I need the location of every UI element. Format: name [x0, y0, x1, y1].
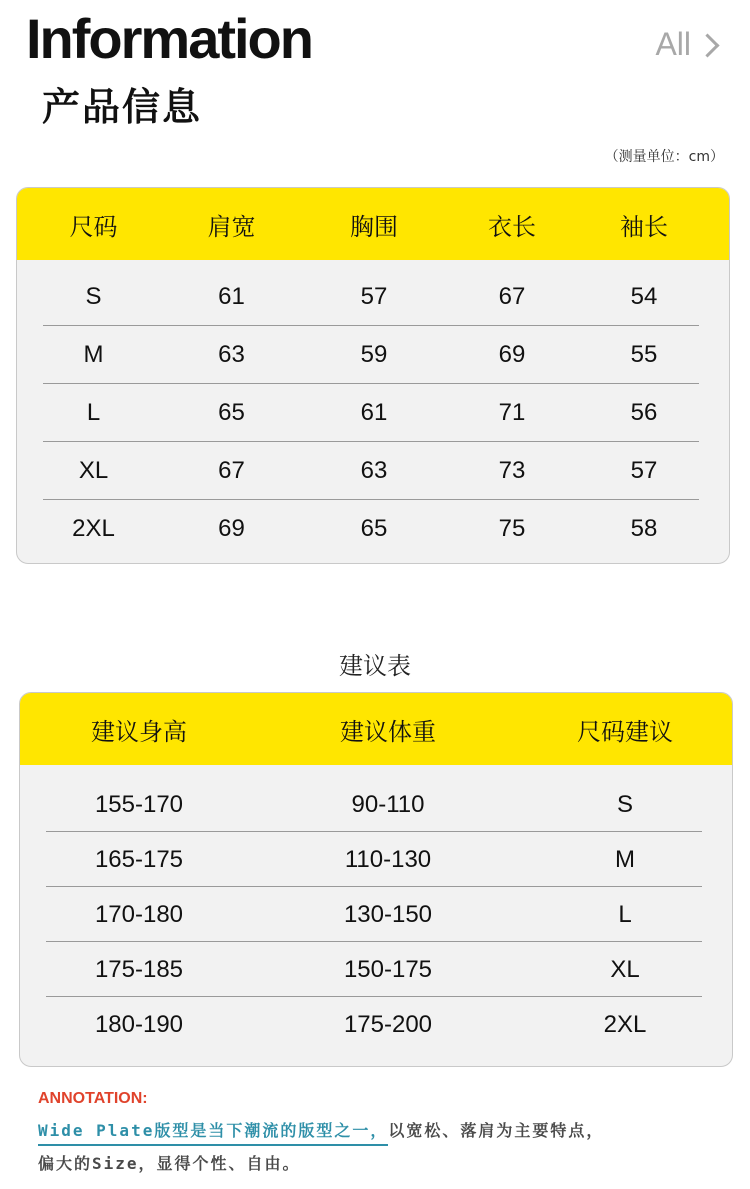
table-cell: 165-175	[94, 845, 184, 873]
table-row	[17, 268, 729, 326]
table-row	[17, 500, 729, 558]
table-cell: 57	[360, 283, 388, 310]
table-cell: 2XL	[603, 1010, 647, 1038]
size-table-header	[17, 188, 729, 260]
table-row	[20, 887, 732, 942]
recommend-title: 建议表	[339, 652, 411, 680]
table-cell: 155-170	[94, 790, 184, 818]
table-cell: 63	[360, 457, 388, 484]
table-row	[20, 997, 732, 1052]
table-row	[17, 384, 729, 442]
recommend-table	[19, 692, 733, 1067]
table-row	[17, 442, 729, 500]
table-row	[17, 326, 729, 384]
table-row	[20, 832, 732, 887]
table-cell: 110-130	[344, 845, 432, 873]
annotation-highlight: Wide Plate版型是当下潮流的版型之一，	[38, 1121, 388, 1146]
table-cell: 54	[630, 283, 658, 310]
table-row	[20, 777, 732, 832]
chevron-right-icon	[695, 33, 719, 57]
annotation-line-1	[38, 1118, 604, 1141]
column-header: 建议体重	[340, 717, 436, 746]
column-header: 肩宽	[207, 212, 256, 241]
table-cell: 175-200	[343, 1010, 433, 1038]
table-cell: 61	[360, 399, 388, 426]
table-cell: 90-110	[351, 790, 425, 818]
annotation-text: 以宽松、落肩为主要特点，	[388, 1121, 605, 1140]
view-all-label: All	[655, 26, 691, 62]
table-cell: 63	[218, 341, 245, 368]
view-all-link[interactable]	[655, 26, 716, 63]
annotation-label: ANNOTATION:	[38, 1090, 148, 1107]
table-cell: 57	[630, 457, 658, 484]
unit-note: （测量单位：cm）	[604, 149, 724, 165]
table-cell: 69	[498, 341, 526, 368]
table-cell: 65	[360, 515, 388, 542]
table-cell: 73	[498, 457, 526, 484]
column-header: 尺码	[69, 212, 118, 241]
table-cell: XL	[610, 955, 640, 983]
table-cell: 75	[498, 515, 526, 542]
table-cell: 175-185	[94, 955, 184, 983]
column-header: 袖长	[620, 212, 668, 241]
annotation-line-2: 偏大的Size，显得个性、自由。	[38, 1154, 301, 1173]
table-cell: 180-190	[94, 1010, 184, 1038]
table-cell: 56	[630, 399, 658, 426]
table-cell: 170-180	[94, 900, 184, 928]
table-cell: 58	[630, 515, 658, 542]
table-cell: S	[85, 283, 102, 310]
recommend-table-header	[20, 693, 732, 765]
table-cell: 130-150	[343, 900, 433, 928]
table-cell: 55	[630, 341, 658, 368]
table-cell: 67	[498, 283, 526, 310]
table-cell: M	[83, 341, 104, 368]
page-title-en: Information	[26, 7, 312, 70]
table-cell: 150-175	[343, 955, 433, 983]
table-cell: L	[618, 900, 632, 928]
column-header: 胸围	[350, 212, 398, 241]
table-cell: 69	[218, 515, 245, 542]
column-header: 尺码建议	[577, 717, 673, 746]
table-cell: 71	[498, 399, 526, 426]
table-cell: L	[86, 399, 101, 426]
table-cell: 67	[218, 457, 245, 484]
table-cell: S	[616, 790, 633, 818]
column-header: 建议身高	[91, 717, 187, 746]
column-header: 衣长	[488, 212, 536, 241]
table-row	[20, 942, 732, 997]
table-cell: 61	[218, 283, 245, 310]
table-cell: M	[615, 845, 635, 873]
table-cell: 59	[360, 341, 388, 368]
table-cell: XL	[78, 457, 109, 484]
table-cell: 2XL	[72, 515, 115, 542]
size-table	[16, 187, 730, 564]
page-title-cn: 产品信息	[42, 85, 203, 129]
table-cell: 65	[218, 399, 245, 426]
